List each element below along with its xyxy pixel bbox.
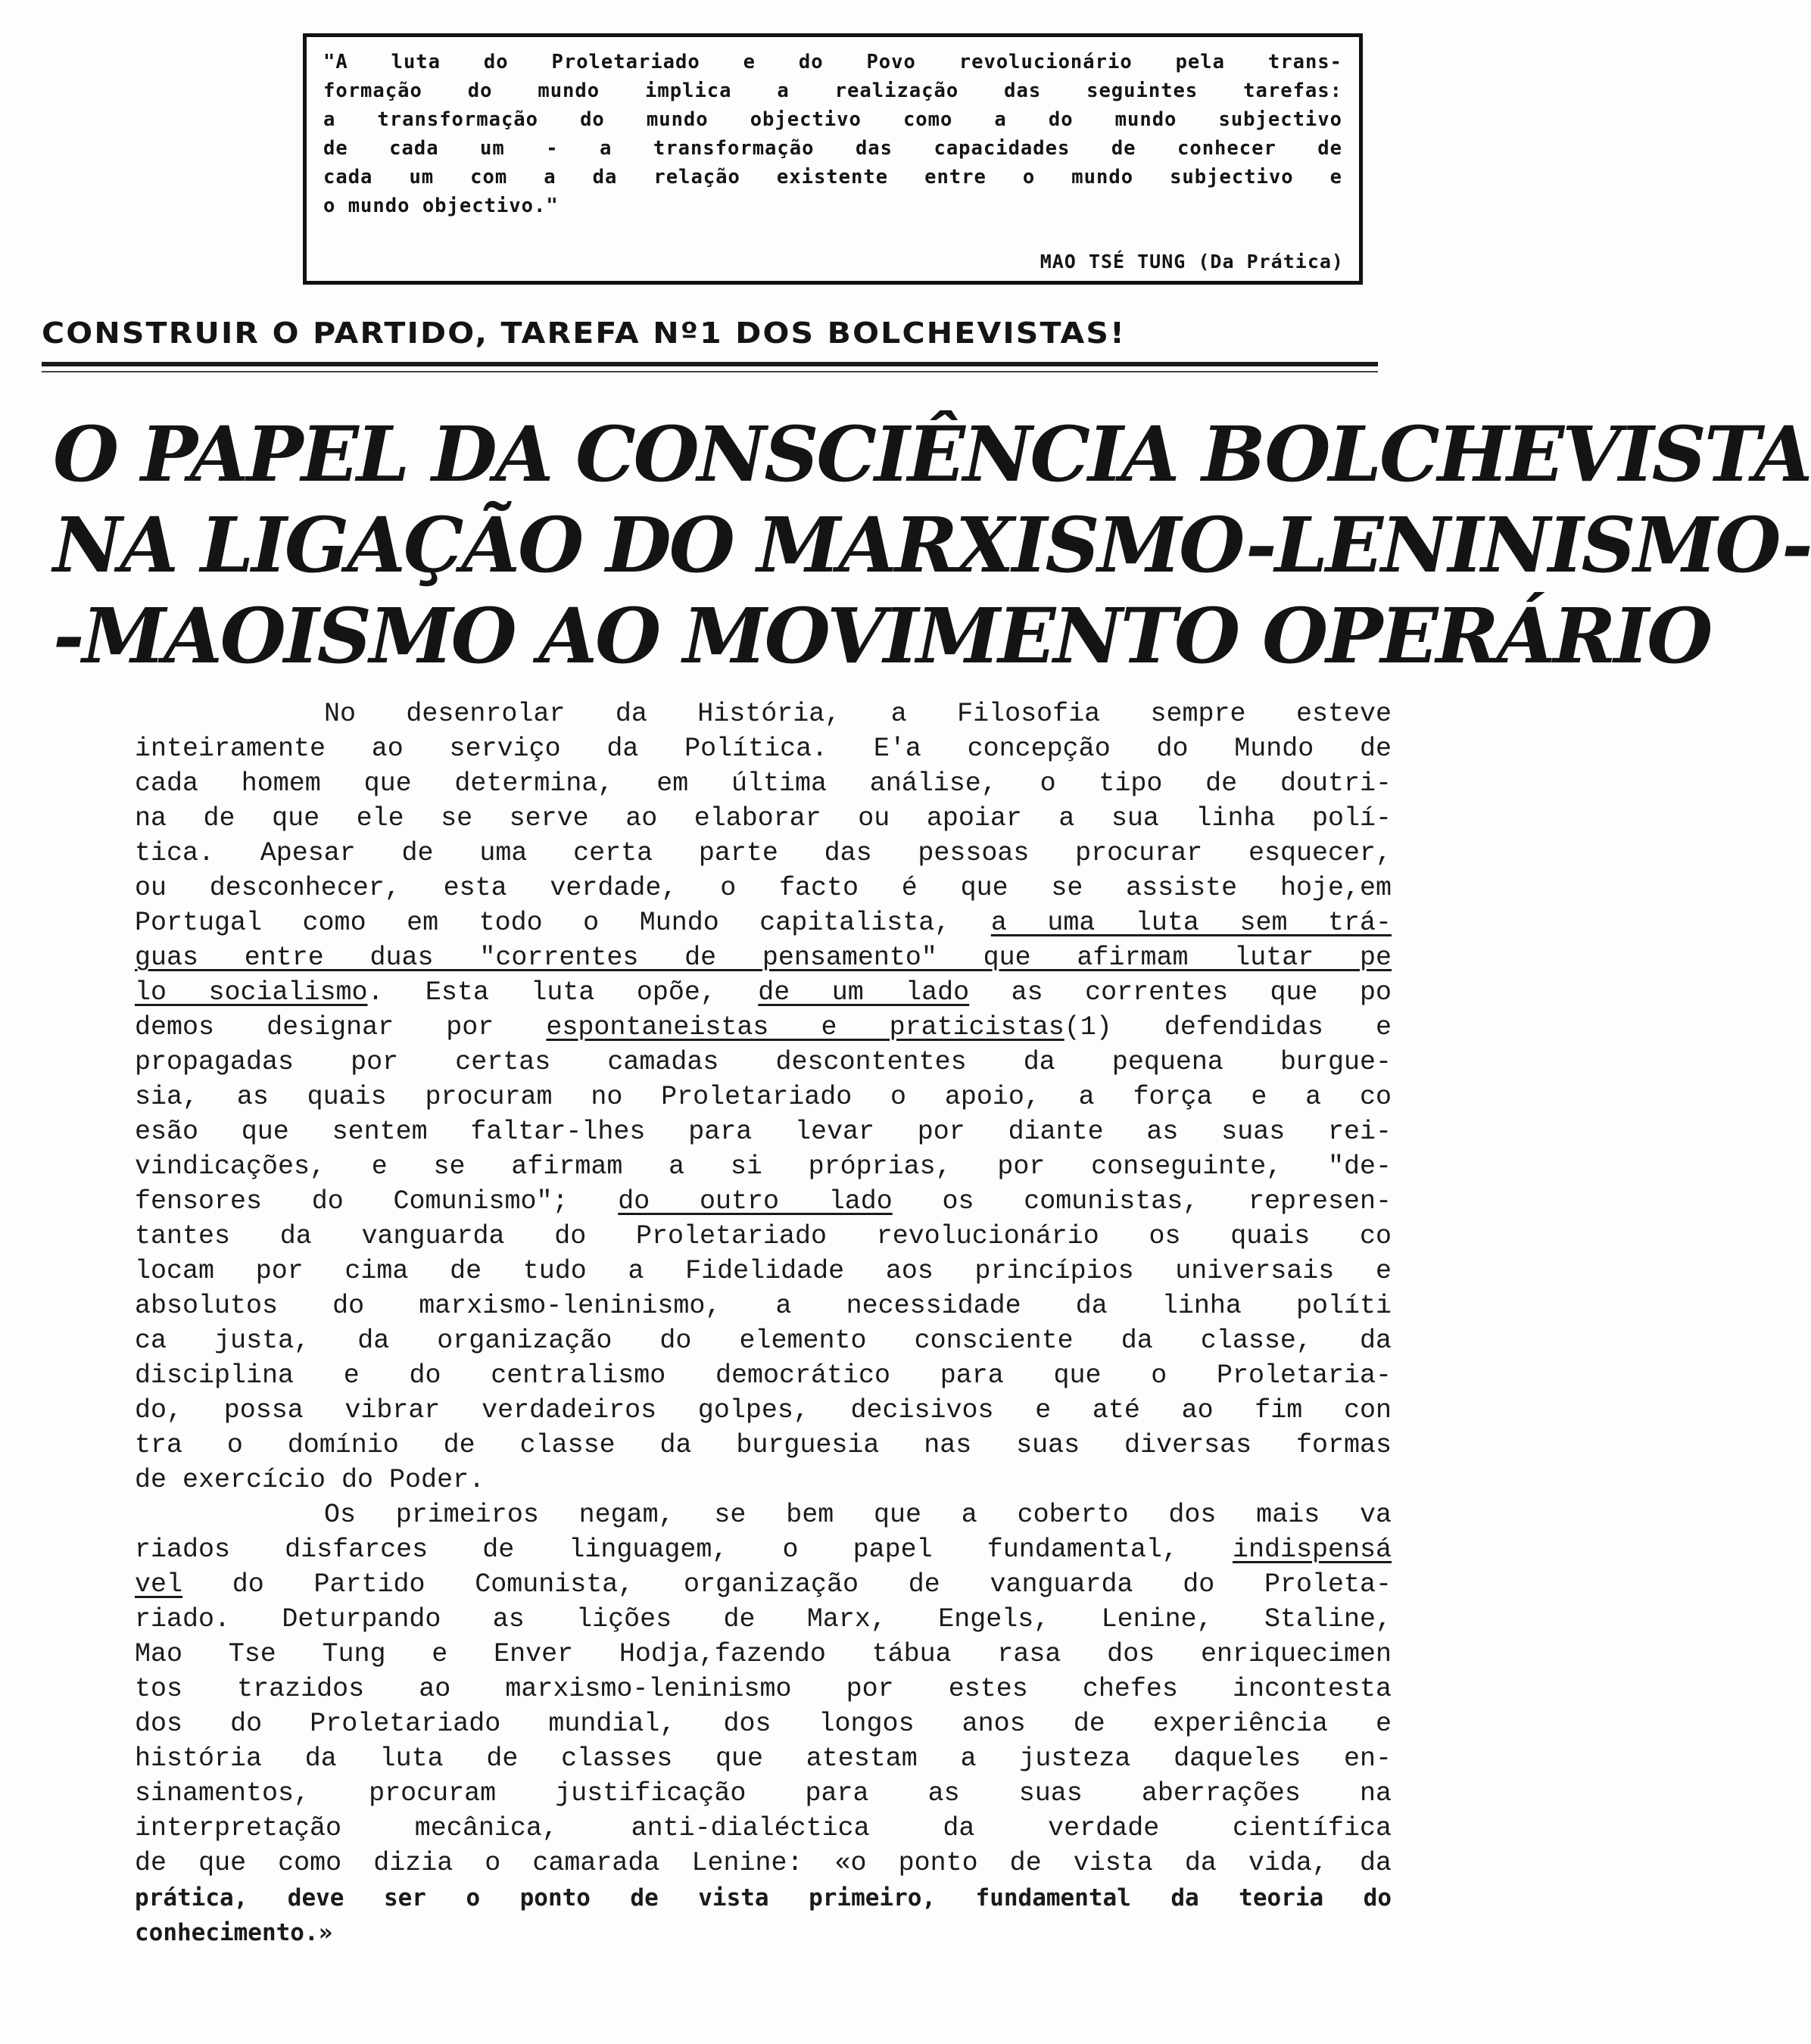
epigraph-line: formação do mundo implica a realização das seguintes tarefas: <box>323 79 1342 102</box>
text-line: esão que sentem faltar-lhes para levar por diante as suas rei- <box>135 1117 1392 1147</box>
text-line: tra o domínio de classe da burguesia nas suas diversas formas <box>135 1430 1392 1460</box>
underlined-phrase: guas entre duas "correntes de pensamento" que afirmam lutar pe <box>135 943 1392 973</box>
paragraph-2 <box>135 1497 1392 1950</box>
underlined-phrase: de um lado <box>758 977 970 1008</box>
text-line: tos trazidos ao marxismo-leninismo por estes chefes incontesta <box>135 1674 1392 1704</box>
text-line <box>135 940 1392 975</box>
text-line: riado. Deturpando as lições de Marx, Engels, Lenine, Staline, <box>135 1604 1392 1634</box>
text-line: vindicações, e se afirmam a si próprias, por conseguinte, "de- <box>135 1151 1392 1182</box>
text-line: locam por cima de tudo a Fidelidade aos princípios universais e <box>135 1256 1392 1286</box>
epigraph-box <box>303 33 1363 285</box>
section-slogan: CONSTRUIR O PARTIDO, TAREFA Nº1 DOS BOLCHEVISTAS! <box>42 316 1127 350</box>
epigraph-line: "A luta do Proletariado e do Povo revolucionário pela trans- <box>323 51 1342 73</box>
text-line: tica. Apesar de uma certa parte das pessoas procurar esquecer, <box>135 838 1392 868</box>
text-line: Portugal como em todo o Mundo capitalista, a uma luta sem trá- <box>135 908 1392 938</box>
divider-rule-thin <box>42 371 1378 372</box>
article-body <box>135 696 1392 1950</box>
epigraph-attribution: MAO TSÉ TUNG (Da Prática) <box>1040 251 1344 273</box>
text-line: propagadas por certas camadas descontentes da pequena burgue- <box>135 1047 1392 1077</box>
headline-line: NA LIGAÇÃO DO MARXISMO-LENINISMO- <box>53 500 1811 590</box>
text-line: Mao Tse Tung e Enver Hodja,fazendo tábua rasa dos enriquecimen <box>135 1639 1392 1669</box>
divider-rule <box>42 362 1378 366</box>
article-headline <box>53 409 1811 681</box>
underlined-phrase: indispensá <box>1232 1535 1392 1565</box>
underlined-phrase: lo socialismo <box>135 977 368 1008</box>
text-line: de que como dizia o camarada Lenine: «o ponto de vista da vida, da <box>135 1848 1392 1878</box>
headline-line: O PAPEL DA CONSCIÊNCIA BOLCHEVISTA <box>53 410 1811 499</box>
text-line: sia, as quais procuram no Proletariado o apoio, a força e a co <box>135 1082 1392 1112</box>
lenin-quote-line: conhecimento.» <box>135 1919 333 1946</box>
text-line: fensores do Comunismo"; do outro lado os comunistas, represen- <box>135 1186 1392 1217</box>
underlined-phrase: espontaneistas e praticistas <box>546 1012 1064 1042</box>
text-line: No desenrolar da História, a Filosofia sempre esteve <box>324 699 1392 729</box>
text-line: do, possa vibrar verdadeiros golpes, decisivos e até ao fim con <box>135 1395 1392 1426</box>
text-line: de exercício do Poder. <box>135 1465 485 1495</box>
text-line: na de que ele se serve ao elaborar ou apoiar a sua linha polí- <box>135 803 1392 833</box>
underlined-phrase: vel <box>135 1569 183 1600</box>
text-line: riados disfarces de linguagem, o papel fundamental, indispensá <box>135 1535 1392 1565</box>
text-line: tantes da vanguarda do Proletariado revolucionário os quais co <box>135 1221 1392 1251</box>
text-line: Os primeiros negam, se bem que a coberto dos mais va <box>324 1500 1392 1530</box>
text-line: interpretação mecânica, anti-dialéctica da verdade científica <box>135 1813 1392 1843</box>
text-line: demos designar por espontaneistas e praticistas(1) defendidas e <box>135 1012 1392 1042</box>
epigraph-line: a transformação do mundo objectivo como a do mundo subjectivo <box>323 108 1342 131</box>
lenin-quote-line: prática, deve ser o ponto de vista primeiro, fundamental da teoria do <box>135 1884 1392 1912</box>
text-line: ou desconhecer, esta verdade, o facto é que se assiste hoje,em <box>135 873 1392 903</box>
text-line: cada homem que determina, em última análise, o tipo de doutri- <box>135 768 1392 799</box>
text-line: história da luta de classes que atestam a justeza daqueles en- <box>135 1743 1392 1774</box>
text-line: inteiramente ao serviço da Política. E'a concepção do Mundo de <box>135 734 1392 764</box>
epigraph-line: cada um com a da relação existente entre o mundo subjectivo e <box>323 166 1342 189</box>
text-line: lo socialismo. Esta luta opõe, de um lado as correntes que po <box>135 977 1392 1008</box>
epigraph-quote <box>323 48 1342 220</box>
paragraph-1 <box>135 696 1392 1497</box>
epigraph-line: de cada um - a transformação das capacidades de conhecer de <box>323 137 1342 160</box>
text-line: ca justa, da organização do elemento consciente da classe, da <box>135 1326 1392 1356</box>
text-line: vel do Partido Comunista, organização de vanguarda do Proleta- <box>135 1569 1392 1600</box>
text-line: dos do Proletariado mundial, dos longos anos de experiência e <box>135 1709 1392 1739</box>
text-line: disciplina e do centralismo democrático para que o Proletaria- <box>135 1360 1392 1391</box>
underlined-phrase: a uma luta sem trá- <box>990 908 1392 938</box>
text-line: absolutos do marxismo-leninismo, a necessidade da linha políti <box>135 1291 1392 1321</box>
epigraph-line: o mundo objectivo." <box>323 195 559 217</box>
underlined-phrase: do outro lado <box>618 1186 893 1217</box>
headline-line: -MAOISMO AO MOVIMENTO OPERÁRIO <box>53 591 1711 681</box>
text-line: sinamentos, procuram justificação para as suas aberrações na <box>135 1778 1392 1809</box>
